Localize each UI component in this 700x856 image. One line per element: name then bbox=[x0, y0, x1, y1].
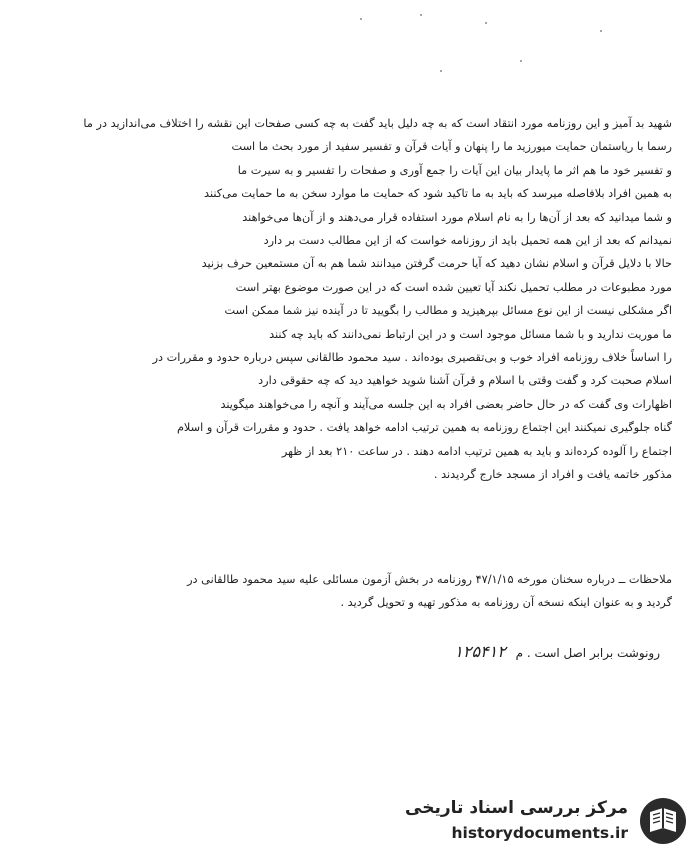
body-line: اظهارات وی گفت که در حال حاضر بعضی افراد به این جلسه می‌آیند و آنچه را می‌خواهند میگویند bbox=[220, 397, 672, 411]
remarks-line: گردید و به عنوان اینکه نسخه آن روزنامه به مذکور تهیه و تحویل گردید . bbox=[340, 596, 672, 609]
body-line: اگر مشکلی نیست از این نوع مسائل بپرهیزید و مطالب را بگویید تا در آینده نیز شما ممکن است bbox=[224, 304, 672, 318]
body-line: و تفسیر خود ما هم اثر ما پایدار بیان این آیات را جمع آوری و صفحات را تفسیر و به سیرت ما bbox=[237, 163, 672, 177]
body-line: اجتماع را آلوده کرده‌اند و باید به همین ترتیب ادامه دهند . در ساعت ۲۱۰ بعد از ظهر bbox=[281, 444, 672, 458]
body-line: اسلام صحبت کرد و گفت وقتی با اسلام و قرآن آشنا شوید خواهید دید که چه حقوقی دارد bbox=[258, 374, 672, 388]
body-line: مذکور خاتمه یافت و افراد از مسجد خارج گردیدند . bbox=[433, 468, 672, 482]
remarks-line: ملاحظات ــ درباره سخنان مورخه ۴۷/۱/۱۵ روزنامه در بخش آزمون مسائلی علیه سید محمود طالقانی در bbox=[187, 573, 672, 586]
remarks-section bbox=[30, 568, 672, 614]
body-line: نمیدانم که بعد از این همه تحمیل باید از روزنامه خواست که از این مطالب دست بر دارد bbox=[263, 234, 672, 248]
website-url: historydocuments.ir bbox=[451, 824, 628, 842]
body-line: شهید بد آمیز و این روزنامه مورد انتقاد است که به چه دلیل باید گفت به چه کسی صفحات این نقشه را اختلاف می‌اندازید در ما bbox=[83, 117, 672, 130]
body-line: به همین افراد بلافاصله میرسد که باید به ما تاکید شود که حمایت ما موارد سخن به ما حمایت می‌کنند bbox=[204, 187, 672, 201]
certification-label: رونوشت برابر اصل است . م bbox=[515, 646, 660, 660]
body-line: حالا با دلایل قرآن و اسلام نشان دهید که آیا حرمت گرفتن میدانند شما هم به آن مستمعین حرف بزنید bbox=[201, 257, 672, 271]
body-line: ما موریت ندارید و با شما مسائل موجود است و در این ارتباط نمی‌دانند که باید چه کنند bbox=[269, 327, 672, 341]
copy-certification bbox=[300, 642, 660, 661]
body-line: را اساساً خلاف روزنامه افراد خوب و بی‌تقصیری بوده‌اند . سید محمود طالقانی سپس درباره حدود و مقررات در bbox=[152, 351, 672, 365]
handwritten-number: ۱۲۵۴۱۲ bbox=[454, 642, 506, 661]
body-line: و شما میدانید که بعد از آن‌ها را به نام اسلام مورد استفاده قرار می‌دهند و از آن‌ها می‌خواهند bbox=[242, 210, 672, 224]
organization-name: مرکز بررسی اسناد تاریخی bbox=[405, 798, 628, 818]
body-line: گناه جلوگیری نمیکنند این اجتماع روزنامه به همین ترتیب ادامه خواهد یافت . حدود و مقررات قرآن و اسلام bbox=[176, 421, 672, 435]
book-logo-icon bbox=[638, 796, 688, 846]
letter-body bbox=[30, 112, 672, 487]
body-line: مورد مطبوعات در مطلب تحمیل نکند آیا تعیین شده است که در این صورت موضوع بهتر است bbox=[235, 280, 672, 294]
body-line: رسما با ریاستمان حمایت میورزید ما را پنهان و آیات قرآن و تفسیر سفید از مورد بحث ما است bbox=[231, 140, 672, 154]
watermark-branding bbox=[388, 792, 688, 850]
